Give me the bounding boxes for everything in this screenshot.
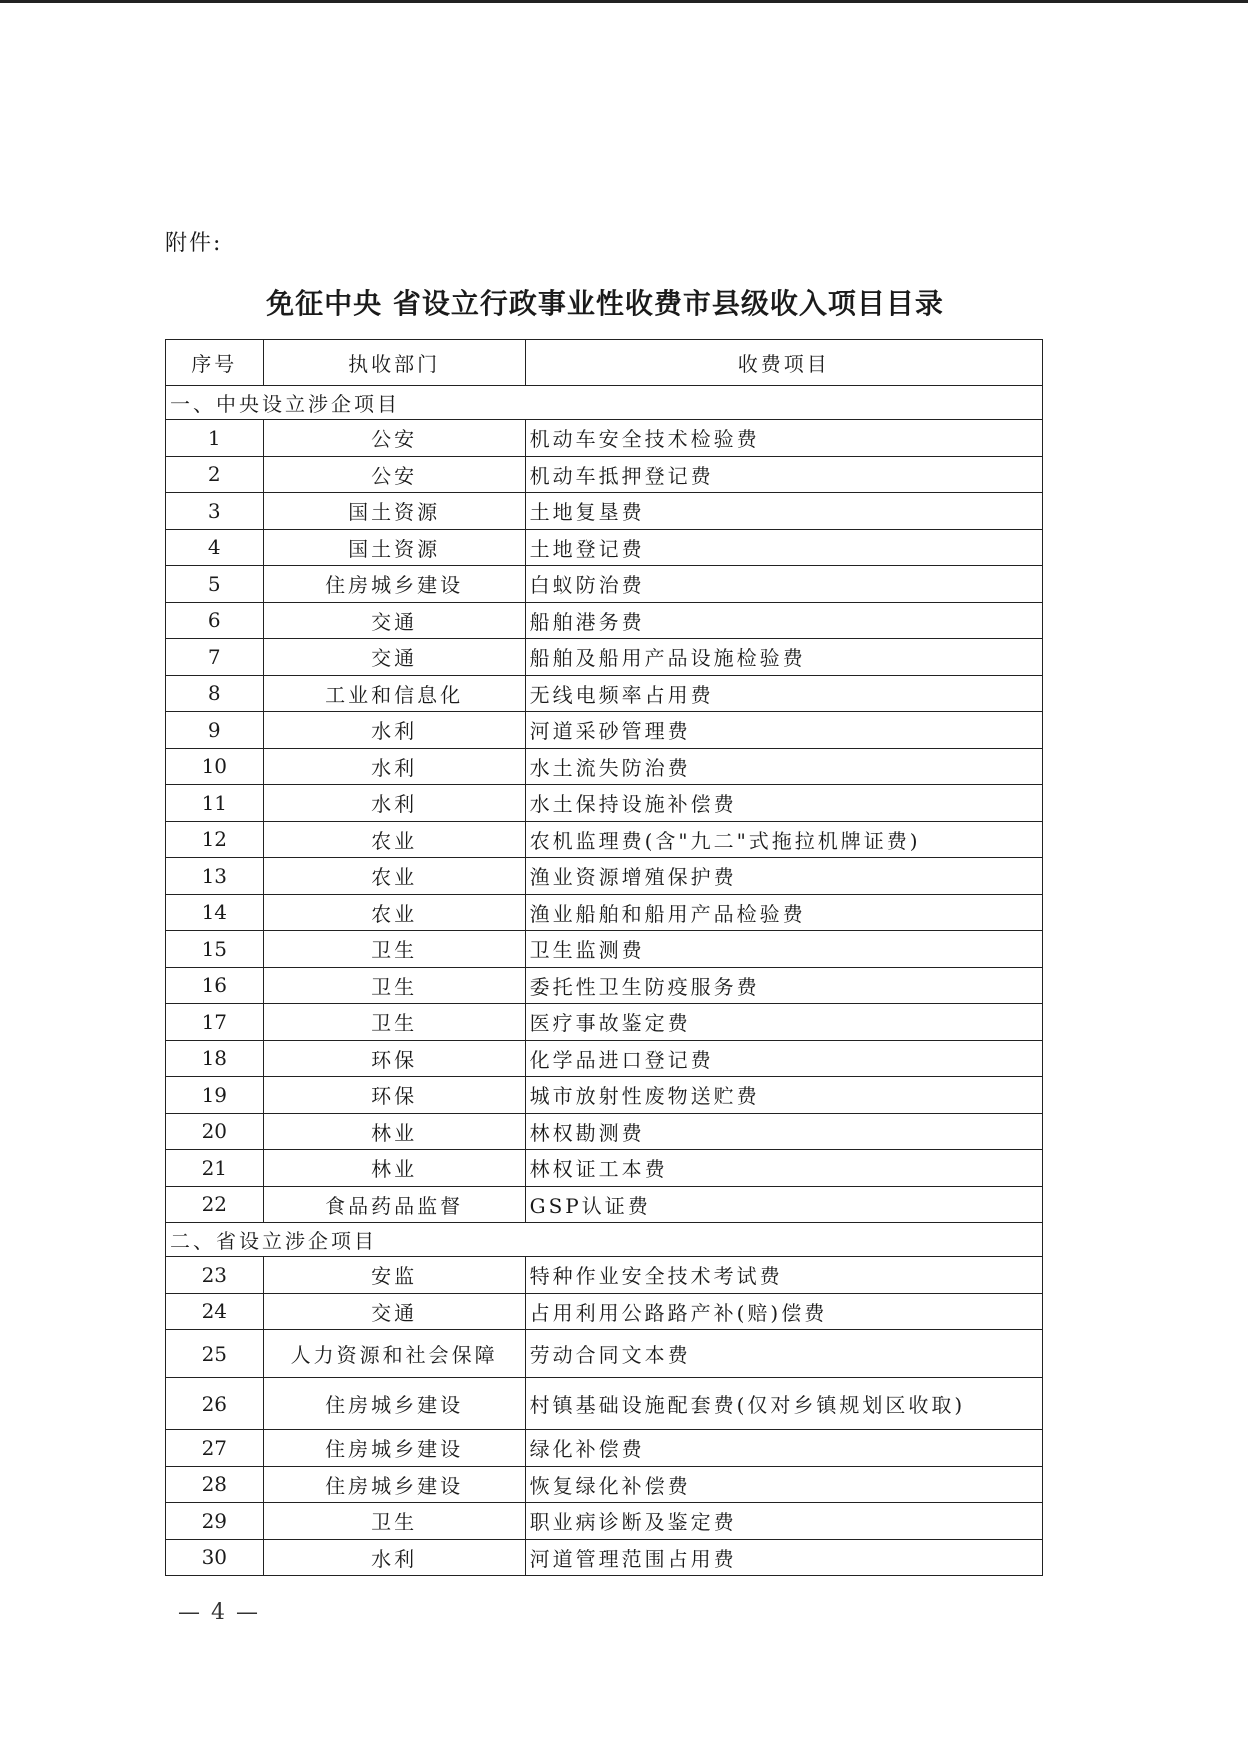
table-row bbox=[166, 1466, 1043, 1503]
row-fee-item: 机动车抵押登记费 bbox=[525, 456, 1042, 493]
table-row bbox=[166, 785, 1043, 822]
row-fee-item: 职业病诊断及鉴定费 bbox=[525, 1503, 1042, 1540]
table-row bbox=[166, 602, 1043, 639]
table-row bbox=[166, 967, 1043, 1004]
row-serial-number: 24 bbox=[166, 1293, 264, 1330]
row-serial-number: 16 bbox=[166, 967, 264, 1004]
table-header-row bbox=[166, 340, 1043, 386]
row-serial-number: 11 bbox=[166, 785, 264, 822]
row-department: 公安 bbox=[263, 420, 525, 457]
row-serial-number: 25 bbox=[166, 1330, 264, 1378]
row-serial-number: 22 bbox=[166, 1186, 264, 1223]
row-fee-item: 林权勘测费 bbox=[525, 1113, 1042, 1150]
row-serial-number: 17 bbox=[166, 1004, 264, 1041]
row-fee-item: 绿化补偿费 bbox=[525, 1430, 1042, 1467]
row-fee-item: 机动车安全技术检验费 bbox=[525, 420, 1042, 457]
row-serial-number: 8 bbox=[166, 675, 264, 712]
row-department: 卫生 bbox=[263, 1503, 525, 1540]
row-department: 国土资源 bbox=[263, 529, 525, 566]
row-department: 安监 bbox=[263, 1257, 525, 1294]
attachment-label: 附件: bbox=[165, 231, 223, 256]
header-collecting-department: 执收部门 bbox=[263, 340, 525, 386]
table-row bbox=[166, 1503, 1043, 1540]
row-department: 交通 bbox=[263, 602, 525, 639]
table-row bbox=[166, 1378, 1043, 1430]
row-department: 住房城乡建设 bbox=[263, 1466, 525, 1503]
table-row bbox=[166, 931, 1043, 968]
row-serial-number: 9 bbox=[166, 712, 264, 749]
table-row bbox=[166, 456, 1043, 493]
row-fee-item: 河道管理范围占用费 bbox=[525, 1539, 1042, 1576]
row-department: 水利 bbox=[263, 785, 525, 822]
row-serial-number: 4 bbox=[166, 529, 264, 566]
row-fee-item: 医疗事故鉴定费 bbox=[525, 1004, 1042, 1041]
row-department: 林业 bbox=[263, 1113, 525, 1150]
row-serial-number: 29 bbox=[166, 1503, 264, 1540]
section-heading: 二、省设立涉企项目 bbox=[166, 1223, 1043, 1257]
row-fee-item: 土地登记费 bbox=[525, 529, 1042, 566]
table-row bbox=[166, 748, 1043, 785]
row-department: 公安 bbox=[263, 456, 525, 493]
row-fee-item: 河道采砂管理费 bbox=[525, 712, 1042, 749]
row-fee-item: 委托性卫生防疫服务费 bbox=[525, 967, 1042, 1004]
row-serial-number: 28 bbox=[166, 1466, 264, 1503]
row-fee-item: 渔业船舶和船用产品检验费 bbox=[525, 894, 1042, 931]
table-row bbox=[166, 1186, 1043, 1223]
table-row bbox=[166, 1004, 1043, 1041]
row-serial-number: 7 bbox=[166, 639, 264, 676]
row-department: 卫生 bbox=[263, 931, 525, 968]
row-department: 工业和信息化 bbox=[263, 675, 525, 712]
row-serial-number: 14 bbox=[166, 894, 264, 931]
header-fee-item: 收费项目 bbox=[525, 340, 1042, 386]
row-department: 住房城乡建设 bbox=[263, 566, 525, 603]
row-serial-number: 10 bbox=[166, 748, 264, 785]
row-fee-item: 卫生监测费 bbox=[525, 931, 1042, 968]
table-row bbox=[166, 1330, 1043, 1378]
row-serial-number: 2 bbox=[166, 456, 264, 493]
row-serial-number: 15 bbox=[166, 931, 264, 968]
row-serial-number: 19 bbox=[166, 1077, 264, 1114]
row-department: 卫生 bbox=[263, 967, 525, 1004]
row-serial-number: 18 bbox=[166, 1040, 264, 1077]
row-department: 水利 bbox=[263, 1539, 525, 1576]
row-fee-item: 船舶及船用产品设施检验费 bbox=[525, 639, 1042, 676]
section-heading-row bbox=[166, 386, 1043, 420]
row-department: 农业 bbox=[263, 894, 525, 931]
page-number: — 4 — bbox=[178, 1600, 260, 1625]
table-row bbox=[166, 1040, 1043, 1077]
row-fee-item: 劳动合同文本费 bbox=[525, 1330, 1042, 1378]
row-fee-item: 渔业资源增殖保护费 bbox=[525, 858, 1042, 895]
table-row bbox=[166, 1077, 1043, 1114]
row-department: 国土资源 bbox=[263, 493, 525, 530]
table-body bbox=[166, 386, 1043, 1576]
table-row bbox=[166, 858, 1043, 895]
row-serial-number: 1 bbox=[166, 420, 264, 457]
table-row bbox=[166, 1293, 1043, 1330]
table-row bbox=[166, 894, 1043, 931]
row-department: 卫生 bbox=[263, 1004, 525, 1041]
row-department: 交通 bbox=[263, 639, 525, 676]
row-fee-item: 无线电频率占用费 bbox=[525, 675, 1042, 712]
row-fee-item: 船舶港务费 bbox=[525, 602, 1042, 639]
row-serial-number: 5 bbox=[166, 566, 264, 603]
row-department: 食品药品监督 bbox=[263, 1186, 525, 1223]
row-department: 农业 bbox=[263, 858, 525, 895]
table-row bbox=[166, 1113, 1043, 1150]
row-serial-number: 30 bbox=[166, 1539, 264, 1576]
row-department: 农业 bbox=[263, 821, 525, 858]
row-fee-item: 农机监理费(含"九二"式拖拉机牌证费) bbox=[525, 821, 1042, 858]
row-department: 住房城乡建设 bbox=[263, 1378, 525, 1430]
row-fee-item: 占用利用公路路产补(赔)偿费 bbox=[525, 1293, 1042, 1330]
table-row bbox=[166, 1257, 1043, 1294]
row-fee-item: 化学品进口登记费 bbox=[525, 1040, 1042, 1077]
row-department: 环保 bbox=[263, 1040, 525, 1077]
row-department: 住房城乡建设 bbox=[263, 1430, 525, 1467]
row-fee-item: 城市放射性废物送贮费 bbox=[525, 1077, 1042, 1114]
row-fee-item: 村镇基础设施配套费(仅对乡镇规划区收取) bbox=[525, 1378, 1042, 1430]
header-serial-number: 序号 bbox=[166, 340, 264, 386]
row-serial-number: 27 bbox=[166, 1430, 264, 1467]
section-heading-row bbox=[166, 1223, 1043, 1257]
row-fee-item: 水土流失防治费 bbox=[525, 748, 1042, 785]
row-serial-number: 13 bbox=[166, 858, 264, 895]
row-serial-number: 12 bbox=[166, 821, 264, 858]
table-row bbox=[166, 712, 1043, 749]
row-serial-number: 20 bbox=[166, 1113, 264, 1150]
table-row bbox=[166, 420, 1043, 457]
table-row bbox=[166, 529, 1043, 566]
table-row bbox=[166, 639, 1043, 676]
row-fee-item: 水土保持设施补偿费 bbox=[525, 785, 1042, 822]
row-serial-number: 21 bbox=[166, 1150, 264, 1187]
row-department: 环保 bbox=[263, 1077, 525, 1114]
table-row bbox=[166, 1539, 1043, 1576]
document-title: 免征中央 省设立行政事业性收费市县级收入项目目录 bbox=[266, 287, 944, 320]
row-serial-number: 26 bbox=[166, 1378, 264, 1430]
table-row bbox=[166, 493, 1043, 530]
top-scan-edge bbox=[0, 0, 1248, 3]
row-serial-number: 3 bbox=[166, 493, 264, 530]
row-fee-item: 恢复绿化补偿费 bbox=[525, 1466, 1042, 1503]
row-fee-item: 白蚁防治费 bbox=[525, 566, 1042, 603]
row-serial-number: 6 bbox=[166, 602, 264, 639]
row-fee-item: 土地复垦费 bbox=[525, 493, 1042, 530]
row-department: 人力资源和社会保障 bbox=[263, 1330, 525, 1378]
row-department: 水利 bbox=[263, 712, 525, 749]
row-serial-number: 23 bbox=[166, 1257, 264, 1294]
table-row bbox=[166, 1150, 1043, 1187]
row-department: 交通 bbox=[263, 1293, 525, 1330]
row-fee-item: 林权证工本费 bbox=[525, 1150, 1042, 1187]
row-department: 水利 bbox=[263, 748, 525, 785]
section-heading: 一、中央设立涉企项目 bbox=[166, 386, 1043, 420]
row-fee-item: GSP认证费 bbox=[525, 1186, 1042, 1223]
table-row bbox=[166, 675, 1043, 712]
fee-catalog-table bbox=[165, 339, 1043, 1576]
table-row bbox=[166, 566, 1043, 603]
row-department: 林业 bbox=[263, 1150, 525, 1187]
table-row bbox=[166, 1430, 1043, 1467]
row-fee-item: 特种作业安全技术考试费 bbox=[525, 1257, 1042, 1294]
table-row bbox=[166, 821, 1043, 858]
